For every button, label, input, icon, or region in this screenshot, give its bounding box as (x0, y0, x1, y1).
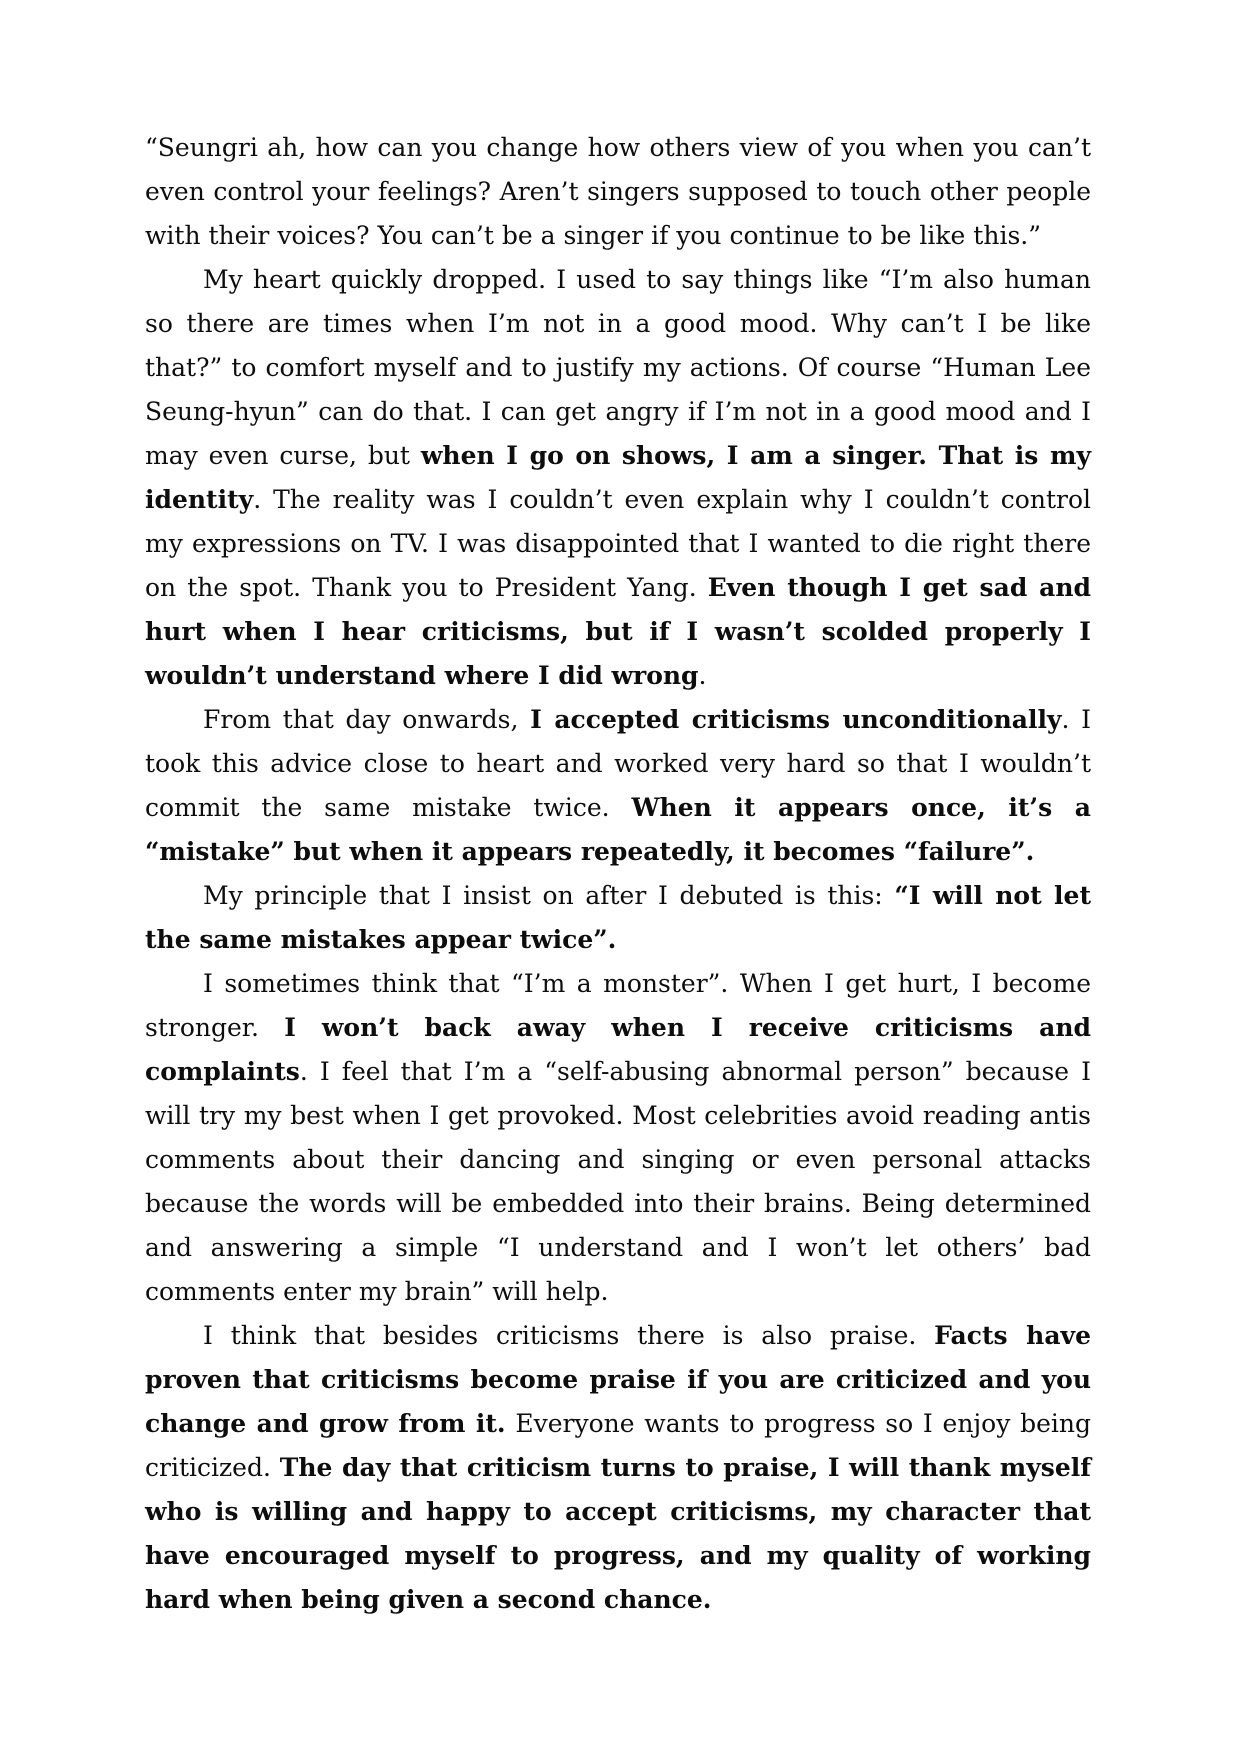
text-run: . I feel that I’m a “self-abusing abnormal person” because I will try my best when I get provoked. Most celebrities avoid reading antis comments about their dancing and singing or even personal attacks because the words will be embedded into their brains. Being determined and answering a simple “I understand and I won’t let others’ bad comments enter my brain” will help. (145, 1057, 1091, 1306)
bold-text-run: The day that criticism turns to praise, I will thank myself who is willing and happy to accept criticisms, my character that have encouraged myself to progress, and my quality of working hard when being given a second chance. (145, 1453, 1091, 1614)
text-run: . The reality was I couldn’t even explain why I couldn’t control my expressions on TV. I was disappointed that I wanted to die right there on the spot. Thank you to President Yang. (145, 485, 1091, 602)
paragraph (145, 126, 1091, 258)
text-run: . I took this advice close to heart and worked very hard so that I wouldn’t commit the same mistake twice. (145, 705, 1091, 822)
bold-text-run: When it appears once, it’s a “mistake” but when it appears repeatedly, it becomes “failure”. (145, 793, 1091, 866)
paragraph (145, 962, 1091, 1314)
paragraph (145, 1314, 1091, 1622)
bold-text-run: I accepted criticisms unconditionally (530, 705, 1062, 734)
bold-text-run: Facts have proven that criticisms become praise if you are criticized and you change and grow from it. (145, 1321, 1091, 1438)
text-run: I sometimes think that “I’m a monster”. When I get hurt, I become stronger. (145, 969, 1091, 1042)
paragraph (145, 698, 1091, 874)
text-run: I think that besides criticisms there is also praise. (203, 1321, 935, 1350)
text-run: From that day onwards, (203, 705, 531, 734)
bold-text-run: Even though I get sad and hurt when I hear criticisms, but if I wasn’t scolded properly I wouldn’t understand where I did wrong (145, 573, 1091, 690)
text-run: “Seungri ah, how can you change how others view of you when you can’t even control your feelings? Aren’t singers supposed to touch other people with their voices? You can’t be a singer if you continue to be like this.” (145, 133, 1091, 250)
paragraph (145, 258, 1091, 698)
bold-text-run: “I will not let the same mistakes appear twice”. (145, 881, 1091, 954)
paragraph (145, 874, 1091, 962)
text-run: My principle that I insist on after I debuted is this: (203, 881, 895, 910)
document-body (145, 126, 1091, 1622)
bold-text-run: I won’t back away when I receive criticisms and complaints (145, 1013, 1091, 1086)
text-run: Everyone wants to progress so I enjoy being criticized. (145, 1409, 1091, 1482)
bold-text-run: when I go on shows, I am a singer. That is my identity (145, 441, 1091, 514)
text-run: . (698, 661, 707, 690)
text-run: My heart quickly dropped. I used to say things like “I’m also human so there are times when I’m not in a good mood. Why can’t I be like that?” to comfort myself and to justify my actions. Of course “Human Lee Seung-hyun” can do that. I can get angry if I’m not in a good mood and I may even curse, but (145, 265, 1091, 470)
